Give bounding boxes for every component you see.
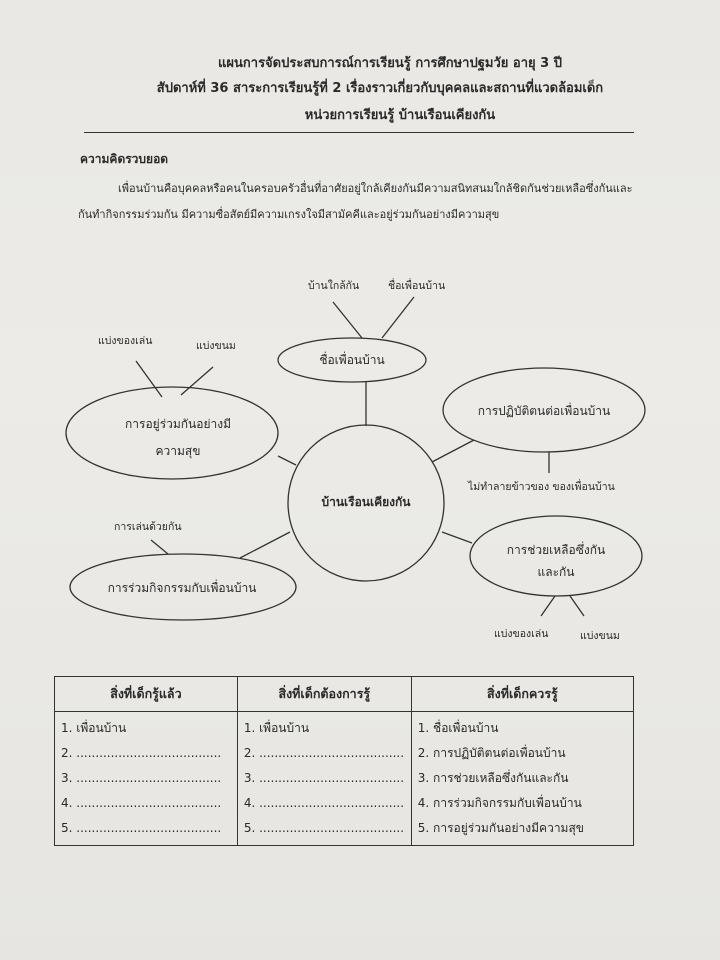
conduct-sub-label: ไม่ทำลายข้าวของ ของเพื่อนบ้าน xyxy=(468,481,615,493)
list-item: 3. ...................................... xyxy=(61,771,222,785)
name-node-label: ชื่อเพื่อนบ้าน xyxy=(319,353,385,367)
center-node-label: บ้านเรือนเคียงกัน xyxy=(321,495,411,509)
list-item: 2. ...................................... xyxy=(61,746,222,760)
activity-sub-play-together: การเล่นด้วยกัน xyxy=(114,521,182,533)
header-known: สิ่งที่เด็กรู้แล้ว xyxy=(55,677,238,712)
kwl-table xyxy=(54,676,634,846)
living-sub-share-snacks: แบ่งขนม xyxy=(196,340,236,352)
want-column xyxy=(237,712,411,846)
list-item: 2. ...................................... xyxy=(243,746,405,760)
should-column xyxy=(411,712,633,846)
list-item: 4. การร่วมกิจกรรมกับเพื่อนบ้าน xyxy=(417,796,582,810)
table-body-row xyxy=(55,712,634,846)
name-sub-neighbor-name: ชื่อเพื่อนบ้าน xyxy=(388,280,446,292)
header-want-to-know: สิ่งที่เด็กต้องการรู้ xyxy=(237,677,411,712)
known-column xyxy=(55,712,238,846)
help-node-label-line1: การช่วยเหลือซึ่งกัน xyxy=(506,543,606,557)
plan-title: แผนการจัดประสบการณ์การเรียนรู้ การศึกษาปฐมวัย อายุ 3 ปี xyxy=(218,56,562,71)
list-item: 4. ...................................... xyxy=(61,796,222,810)
concept-heading: ความคิดรวบยอด xyxy=(80,152,169,166)
activity-node-label: การร่วมกิจกรรมกับเพื่อนบ้าน xyxy=(107,581,257,595)
week-subtitle: สัปดาห์ที่ 36 สาระการเรียนรู้ที่ 2 เรื่องราวเกี่ยวกับบุคคลและสถานที่แวดล้อมเด็ก xyxy=(156,81,604,96)
help-sub-share-toys: แบ่งของเล่น xyxy=(494,628,549,640)
list-item: 3. การช่วยเหลือซึ่งกันและกัน xyxy=(417,771,569,785)
list-item: 4. ...................................... xyxy=(243,796,405,810)
list-item: 5. การอยู่ร่วมกันอย่างมีความสุข xyxy=(417,821,584,835)
table-header-row xyxy=(55,677,634,712)
unit-title: หน่วยการเรียนรู้ บ้านเรือนเคียงกัน xyxy=(304,108,496,123)
header-divider xyxy=(84,132,634,133)
header-should-know: สิ่งที่เด็กควรรู้ xyxy=(411,677,633,712)
list-item: 1. ชื่อเพื่อนบ้าน xyxy=(417,721,499,735)
concept-paragraph: เพื่อนบ้านคือบุคคลหรือคนในครอบครัวอื่นที่อาศัยอยู่ใกล้เคียงกันมีความสนิทสนมใกล้ชิดกันช่วยเหลือซึ่งกันและกันทำกิจกรรมร่วมกัน มีความซื่อสัตย์มีความเกรงใจมีสามัคคีและอยู่ร่วมกันอย่างมีความสุข xyxy=(78,182,633,221)
help-sub-share-snacks: แบ่งขนม xyxy=(580,630,620,642)
list-item: 2. การปฏิบัติตนต่อเพื่อนบ้าน xyxy=(417,746,566,760)
help-node-label-line2: และกัน xyxy=(537,565,575,579)
list-item: 5. ...................................... xyxy=(61,821,222,835)
conduct-node-label: การปฏิบัติตนต่อเพื่อนบ้าน xyxy=(477,404,611,418)
living-sub-share-toys: แบ่งของเล่น xyxy=(98,335,153,347)
living-node-label-line2: ความสุข xyxy=(155,444,201,458)
list-item: 3. ...................................... xyxy=(243,771,405,785)
list-item: 5. ...................................... xyxy=(243,821,405,835)
list-item: 1. เพื่อนบ้าน xyxy=(243,721,310,735)
living-node-label-line1: การอยู่ร่วมกันอย่างมี xyxy=(125,417,231,431)
list-item: 1. เพื่อนบ้าน xyxy=(61,721,127,735)
name-sub-near-house: บ้านใกล้กัน xyxy=(308,280,360,292)
